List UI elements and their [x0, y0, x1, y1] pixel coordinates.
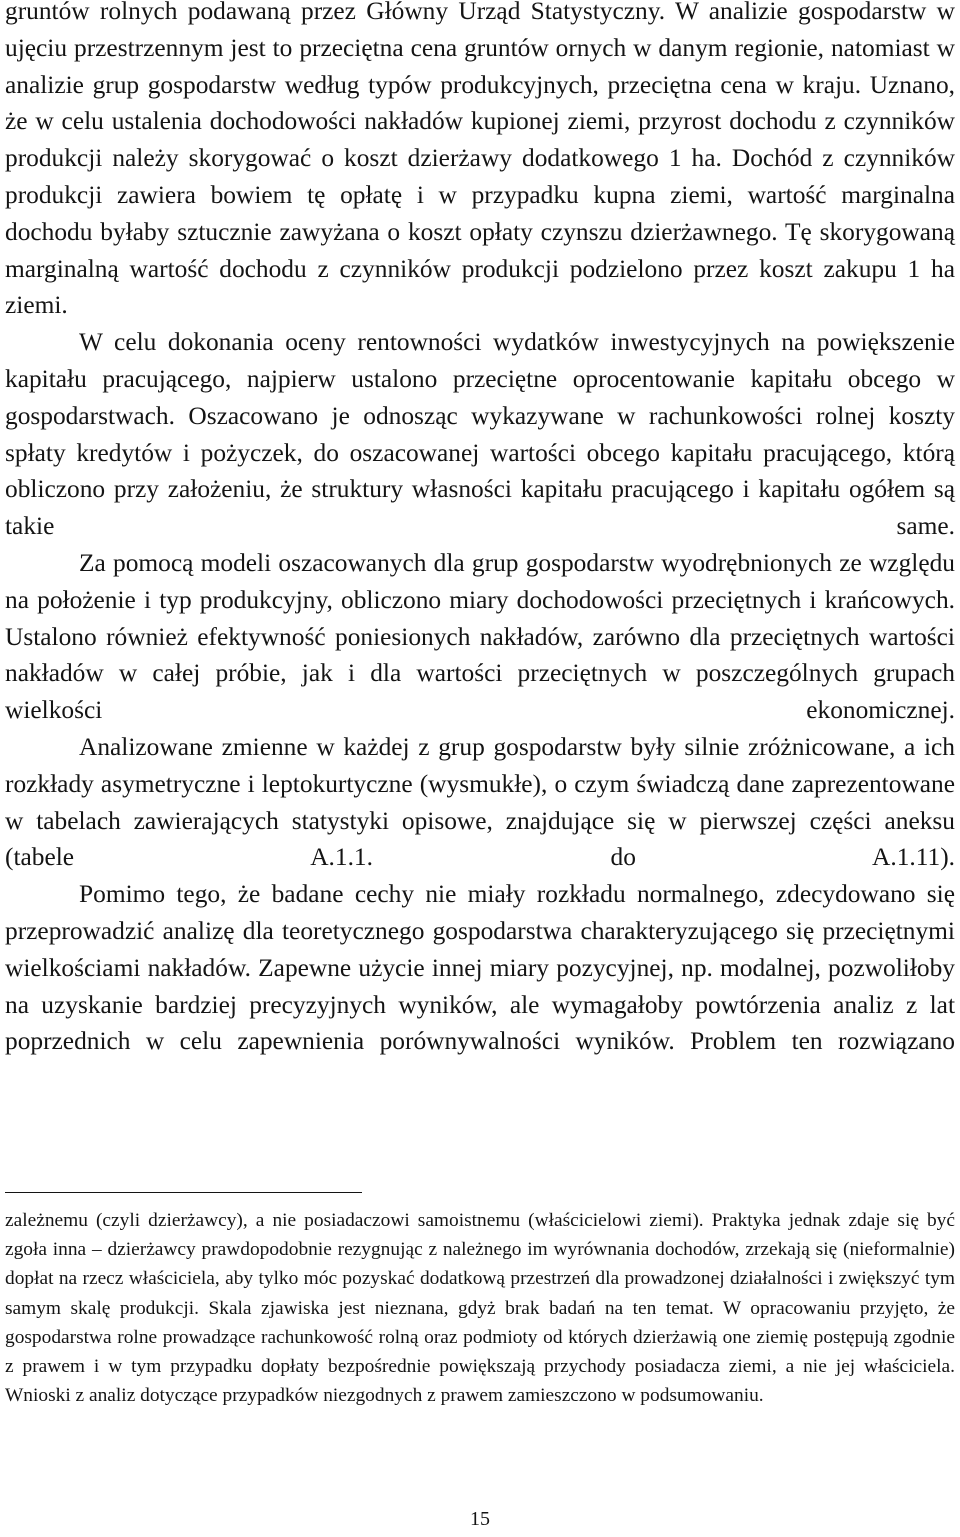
body-text [5, 0, 955, 1060]
paragraph-continued: gruntów rolnych podawaną przez Główny Urząd Statystyczny. W analizie gospodarstw w ujęciu przestrzennym jest to przeciętna cena gruntów ornych w danym regionie, natomiast w analizie grup gospodarstw według typów produkcyjnych, przeciętna cena w kraju. Uznano, że w celu ustalenia dochodowości nakładów kupionej ziemi, przyrost dochodu z czynników produkcji należy skorygować o koszt dzierżawy dodatkowego 1 ha. Dochód z czynników produkcji zawiera bowiem tę opłatę i w przypadku kupna ziemi, wartość marginalna dochodu byłaby sztucznie zawyżana o koszt opłaty czynszu dzierżawnego. Tę skorygowaną marginalną wartość dochodu z czynników produkcji podzielono przez koszt zakupu 1 ha ziemi. [5, 0, 955, 320]
paragraph-variable-distribution: Analizowane zmienne w każdej z grup gospodarstw były silnie zróżnicowane, a ich rozkłady asymetryczne i leptokurtyczne (wysmukłe), o czym świadczą dane zaprezentowane w tabelach zawierających statystyki opisowe, znajdujące się w pierwszej części aneksu (tabele A.1.1. do A.1.11). [5, 732, 955, 872]
footnote-text: zależnemu (czyli dzierżawcy), a nie posiadaczowi samoistnemu (właścicielowi ziemi). Praktyka jednak zdaje się być zgoła inna – dzierżawcy prawdopodobnie rezygnując z należnego im wyrównania dochodów, zrzekają się (nieformalnie) dopłat na rzecz właściciela, aby tylko móc pozyskać dodatkową przestrzeń dla prowadzonej działalności i zwiększyć tym samym skalę produkcji. Skala zjawiska jest nieznana, gdyż brak badań na ten temat. W opracowaniu przyjęto, że gospodarstwa rolne prowadzące rachunkowość rolną oraz podmioty od których dzierżawią one ziemię postępują zgodnie z prawem i w tym przypadku dopłaty bezpośrednie powiększają przychody posiadacza ziemi, a nie jej właściciela. Wnioski z analiz dotyczące przypadków niezgodnych z prawem zamieszczono w podsumowaniu. [5, 1210, 955, 1407]
page-number: 15 [470, 1508, 490, 1530]
footnote-divider [5, 1192, 362, 1193]
paragraph-profitability-measures: Za pomocą modeli oszacowanych dla grup gospodarstw wyodrębnionych ze względu na położenie i typ produkcyjny, obliczono miary dochodowości przeciętnych i krańcowych. Ustalono również efektywność poniesionych nakładów, zarówno dla przeciętnych wartości nakładów w całej próbie, jak i dla wartości przeciętnych w poszczególnych grupach wielkości ekonomicznej. [5, 548, 955, 725]
paragraph-average-farm: Pomimo tego, że badane cechy nie miały rozkładu normalnego, zdecydowano się przeprowadzić analizę dla teoretycznego gospodarstwa charakteryzującego się przeciętnymi wielkościami nakładów. Zapewne użycie innej miary pozycyjnej, np. modalnej, pozwoliłoby na uzyskanie bardziej precyzyjnych wyników, ale wymagałoby powtórzenia analiz z lat poprzednich w celu zapewnienia porównywalności wyników. Problem ten rozwiązano [5, 880, 955, 1056]
paragraph-capital-interest: W celu dokonania oceny rentowności wydatków inwestycyjnych na powiększenie kapitału pracującego, najpierw ustalono przeciętne oprocentowanie kapitału obcego w gospodarstwach. Oszacowano je odnosząc wykazywane w rachunkowości rolnej koszty spłaty kredytów i pożyczek, do oszacowanej wartości obcego kapitału pracującego, którą obliczono przy założeniu, że struktury własności kapitału pracującego i kapitału ogółem są takie same. [5, 328, 955, 541]
